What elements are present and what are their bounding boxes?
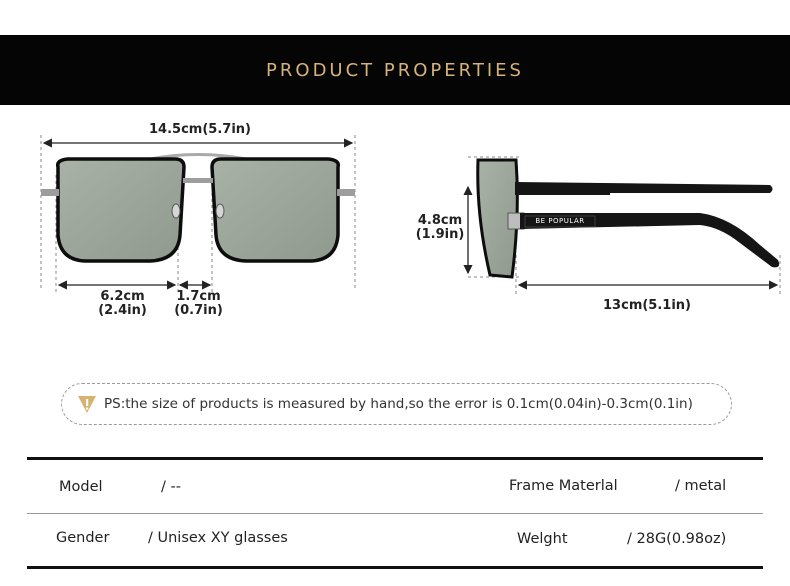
temple-upper (515, 182, 773, 195)
spec-value-model: / -- (161, 479, 181, 495)
lens-width-cm: 6.2cm (100, 289, 145, 304)
table-rule-bottom (27, 566, 763, 569)
side-view (468, 157, 780, 295)
front-view (41, 135, 355, 295)
spec-value-frame-material: / metal (675, 478, 727, 494)
temple-brand-text: BE POPULAR (535, 217, 585, 225)
bridge-in: (0.7in) (174, 303, 223, 318)
spec-table (27, 457, 763, 569)
lens-height-cm: 4.8cm (417, 213, 463, 228)
warning-icon (76, 393, 98, 415)
temple-length-label: 13cm(5.1in) (603, 298, 691, 313)
spec-label-gender: Gender (56, 530, 110, 546)
spec-value-gender: / Unisex XY glasses (148, 530, 288, 546)
banner-title: PRODUCT PROPERTIES (266, 59, 524, 81)
nose-pad-right (216, 204, 224, 218)
bridge (183, 178, 213, 183)
spec-label-model: Model (59, 479, 103, 495)
measurement-note (61, 383, 732, 425)
lens-height-label (410, 214, 470, 242)
table-rule-top (27, 457, 763, 460)
note-text: PS:the size of products is measured by hand,so the error is 0.1cm(0.04in)-0.3cm(0.1in) (104, 396, 693, 412)
right-lens (212, 159, 338, 261)
right-hinge (337, 189, 355, 196)
lens-height-in: (1.9in) (415, 227, 465, 242)
spec-label-frame-material: Frame Materlal (509, 478, 618, 494)
nose-pad-left (172, 204, 180, 218)
bridge-label (166, 290, 231, 318)
left-hinge (41, 189, 59, 196)
lens-width-label (85, 290, 160, 318)
glasses-illustration (0, 105, 790, 375)
table-rule-middle (27, 513, 763, 514)
banner (0, 35, 790, 105)
bridge-cm: 1.7cm (176, 289, 221, 304)
product-diagram (0, 105, 790, 375)
spec-value-weight: / 28G(0.98oz) (627, 531, 727, 547)
left-lens (58, 159, 184, 261)
total-width-label: 14.5cm(5.7in) (149, 122, 251, 137)
lens-width-in: (2.4in) (98, 303, 147, 318)
spec-label-weight: Welght (517, 531, 568, 547)
